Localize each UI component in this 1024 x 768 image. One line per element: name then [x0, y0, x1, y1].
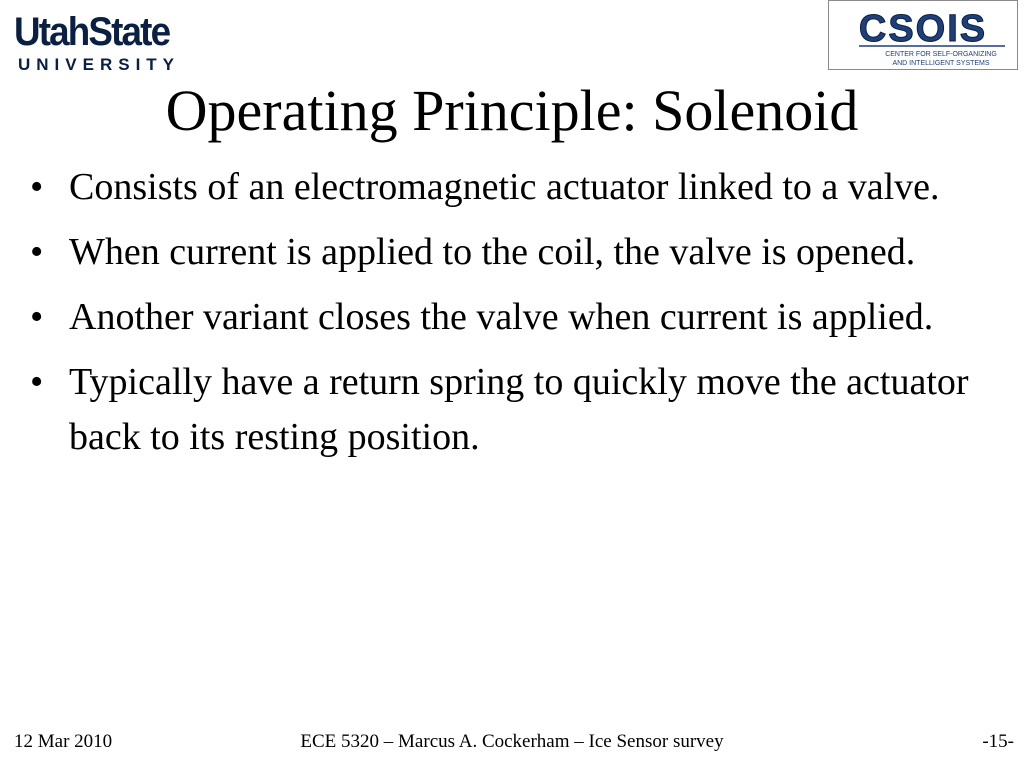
bullet-text: Consists of an electromagnetic actuator linked to a valve. — [69, 166, 940, 208]
bullet-text: Another variant closes the valve when current is applied. — [69, 296, 934, 338]
footer-date: 12 Mar 2010 — [14, 731, 113, 752]
csois-logo-line2: AND INTELLIGENT SYSTEMS — [892, 60, 990, 67]
bullet-item — [30, 160, 990, 215]
bullet-list — [30, 160, 990, 475]
usu-logo — [14, 12, 199, 72]
bullet-dot-icon: • — [30, 361, 44, 403]
footer-page-number: -15- — [982, 731, 1014, 752]
csois-logo-wordmark: CSOIS — [858, 8, 988, 50]
csois-logo — [828, 0, 1018, 70]
bullet-item — [30, 290, 990, 345]
bullet-item — [30, 355, 990, 465]
slide-title: Operating Principle: Solenoid — [165, 78, 859, 143]
bullet-text: When current is applied to the coil, the valve is opened. — [69, 231, 916, 273]
bullet-item — [30, 225, 990, 280]
bullet-dot-icon: • — [30, 231, 44, 273]
usu-logo-subtitle: UNIVERSITY — [18, 55, 181, 74]
bullet-dot-icon: • — [30, 296, 44, 338]
usu-logo-wordmark: UtahState — [14, 10, 170, 54]
bullet-text: Typically have a return spring to quickly move the actuator back to its resting position. — [69, 361, 969, 458]
footer-course-info: ECE 5320 – Marcus A. Cockerham – Ice Sensor survey — [300, 731, 724, 752]
bullet-dot-icon: • — [30, 166, 44, 208]
csois-logo-line1: CENTER FOR SELF-ORGANIZING — [885, 51, 997, 58]
